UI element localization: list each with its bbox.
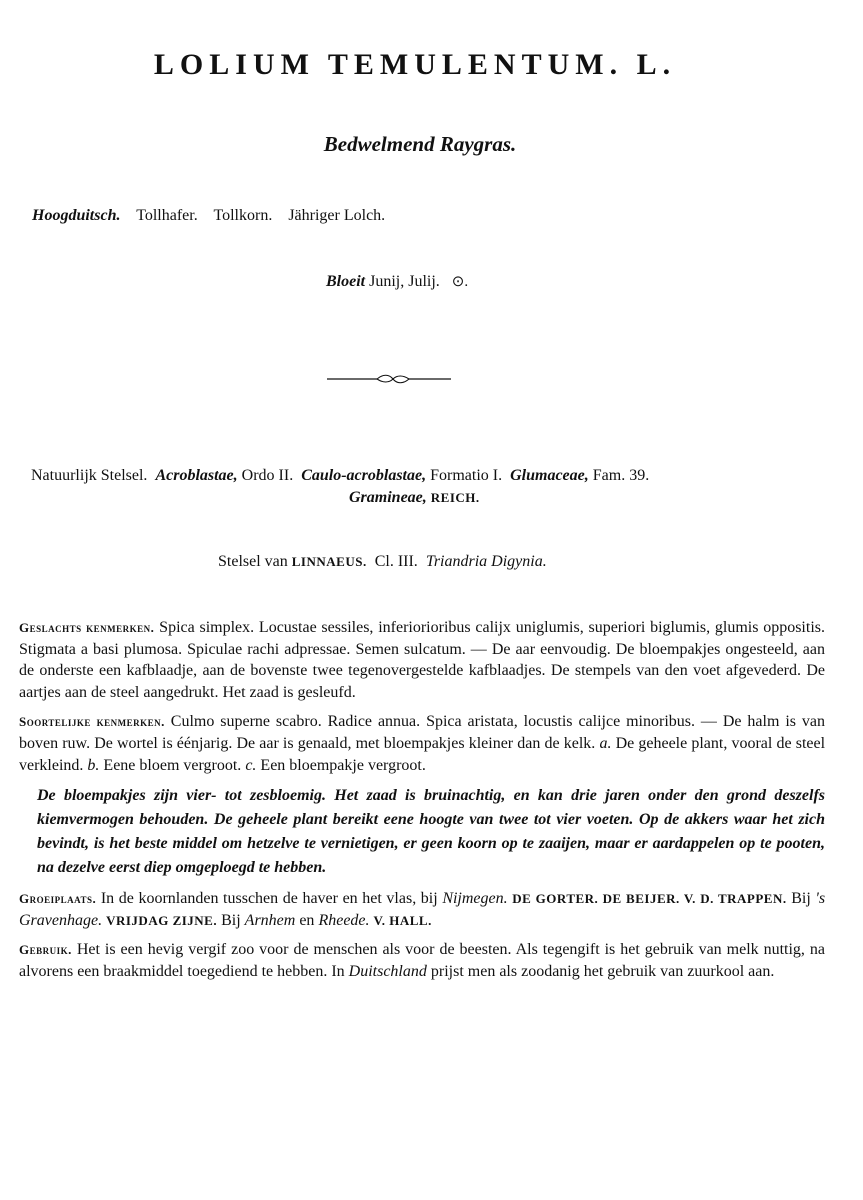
- authority: REICH.: [430, 490, 480, 505]
- flowering-line: [326, 272, 468, 291]
- habitat-authority: DE GORTER. DE BEIJER. V. D. TRAPPEN.: [512, 891, 787, 907]
- figure-label-c: c.: [245, 756, 257, 774]
- habitat-place: 's Gravenhage.: [19, 890, 826, 929]
- class-name: Acroblastae,: [155, 467, 238, 484]
- use-paragraph: [19, 939, 825, 982]
- formatio: Formatio I.: [430, 467, 503, 484]
- use-text: prijst men als zoodanig het gebruik van zuurkool aan.: [430, 962, 775, 980]
- linnaeus-label: Stelsel van: [218, 553, 288, 570]
- use-text: Het is een hevig vergif zoo voor de menschen als voor de beesten. Als tegengift is het gebruik van melk nuttig, na alvorens een braakmiddel toegediend te hebben. In: [19, 941, 825, 980]
- common-name: Bedwelmend Raygras.: [323, 132, 517, 156]
- habitat-paragraph: [19, 888, 825, 931]
- habitat-place: Arnhem: [244, 911, 296, 929]
- habitat-text: en: [299, 911, 315, 929]
- figure-text-a: De geheele plant, vooral de steel verkleind.: [19, 734, 826, 774]
- natural-system-row: [31, 487, 831, 509]
- ornamental-divider: [327, 373, 451, 385]
- group-name: Glumaceae,: [510, 467, 589, 484]
- habitat-heading: Groeiplaats.: [19, 891, 97, 907]
- fam: Fam. 39.: [592, 467, 650, 484]
- genus-heading: Geslachts kenmerken.: [19, 620, 155, 635]
- habitat-place: Rheede.: [318, 911, 370, 929]
- species-text: Culmo superne scabro. Radice annua. Spica aristata, locustis calijce minoribus. — De halm is van boven ruw. De wortel is éénjarig. De aar is genaald, met bloempakjes kleiner dan de kelk.: [19, 713, 826, 752]
- habitat-text: In de koornlanden tusschen de haver en het vlas, bij: [100, 890, 438, 908]
- synonyms-line: [32, 207, 397, 225]
- use-place: Duitschland: [348, 962, 427, 980]
- linnaeus-name: Triandria Digynia.: [425, 553, 547, 570]
- family-name: Gramineae,: [349, 489, 427, 506]
- habitat-place: Nijmegen.: [442, 890, 508, 908]
- flowering-label: Bloeit: [326, 273, 366, 290]
- natural-system-label: Natuurlijk Stelsel.: [31, 467, 148, 484]
- linnaeus-class: Cl. III.: [374, 553, 418, 570]
- annual-symbol-icon: ⊙.: [451, 274, 469, 290]
- linnaeus-author: LINNAEUS.: [291, 554, 367, 569]
- habitat-text: Bij: [791, 890, 811, 908]
- habitat-authority: V. HALL.: [373, 912, 432, 928]
- subclass-name: Caulo-acroblastae,: [301, 467, 427, 484]
- figure-label-b: b.: [87, 756, 100, 774]
- natural-system: [31, 465, 831, 509]
- species-heading: Soortelijke kenmerken.: [19, 714, 165, 730]
- use-heading: Gebruik.: [19, 942, 72, 958]
- synonym-name: Jähriger Lolch.: [288, 207, 386, 224]
- description-body: [19, 617, 825, 991]
- linnaeus-system: [218, 553, 547, 571]
- synonym-name: Tollkorn.: [213, 207, 273, 224]
- genus-paragraph: [19, 617, 825, 703]
- ordo: Ordo II.: [241, 467, 294, 484]
- synonyms-language: Hoogduitsch.: [32, 207, 121, 224]
- flowering-months: Junij, Julij.: [369, 273, 440, 290]
- page-title: LOLIUM TEMULENTUM. L.: [153, 48, 677, 81]
- figure-text-b: Eene bloem vergroot.: [103, 756, 242, 774]
- figure-text-c: Een bloempakje vergroot.: [260, 756, 426, 774]
- natural-system-row: [31, 465, 831, 487]
- habitat-text: Bij: [221, 911, 241, 929]
- habitat-authority: VRIJDAG ZIJNE.: [106, 912, 218, 928]
- note-paragraph: De bloempakjes zijn vier- tot zesbloemig. Het zaad is bruinachtig, en kan drie jaren onder den grond deszelfs kiemvermogen behouden. De geheele plant bereikt eene hoogte van twee tot vier voeten. Op de akkers waar het zich bevindt, is het beste middel om hetzelve te vernietigen, er geen koorn op te zaaijen, maar er aardappelen op te pooten, na dezelve eerst diep omgeploegd te hebben.: [37, 787, 825, 877]
- genus-text: Spica simplex. Locustae sessiles, inferiorioribus calijx uniglumis, superiori biglumis, glumis oppositis. Stigmata a basi plumosa. Spiculae rachi adpressae. Semen sulcatum. — De aar eenvoudig. De bloempakjes ongesteeld, aan de onderste een kafblaadje, aan de bovenste twee tegenovergestelde kafblaadjes. De stempels van den voet afgevederd. De aartjes aan de steel aangedrukt. Het zaad is gesleufd.: [19, 619, 825, 701]
- species-paragraph: [19, 711, 825, 776]
- figure-label-a: a.: [599, 734, 612, 752]
- synonym-name: Tollhafer.: [136, 207, 198, 224]
